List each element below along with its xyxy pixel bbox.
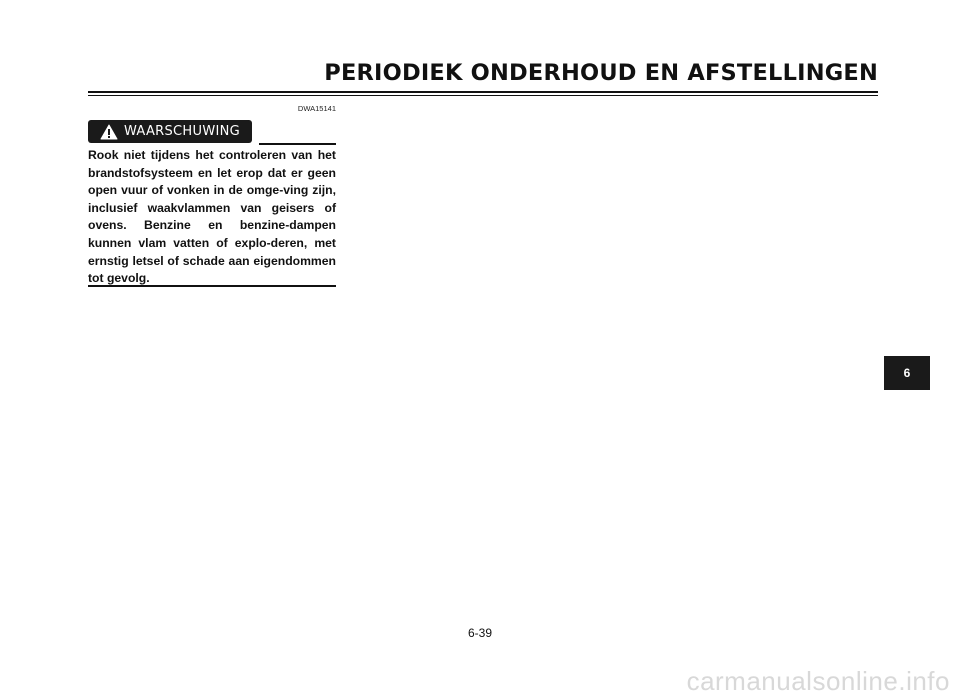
watermark: carmanualsonline.info bbox=[686, 666, 950, 696]
chapter-tab-label: 6 bbox=[903, 366, 911, 380]
warning-label: WAARSCHUWING bbox=[123, 124, 241, 139]
warning-code: DWA15141 bbox=[297, 104, 336, 113]
warning-rule-bottom bbox=[88, 285, 336, 287]
warning-triangle-icon bbox=[100, 124, 118, 140]
warning-text: Rook niet tijdens het controleren van het brandstofsysteem en let erop dat er geen open vuur of vonken in de omge-ving zijn, inclusief waakvlammen van geisers of ovens. Benzine en benzine-dampen kunnen vlam vatten of explo-deren, met ernstig letsel of schade aan eigendommen tot gevolg. bbox=[88, 148, 336, 286]
header-rule-thick bbox=[88, 91, 878, 93]
page-number: 6-39 bbox=[467, 626, 493, 640]
page-title: PERIODIEK ONDERHOUD EN AFSTELLINGEN bbox=[324, 60, 878, 86]
chapter-tab[interactable] bbox=[884, 356, 930, 390]
warning-badge bbox=[88, 120, 252, 143]
header-rule-thin bbox=[88, 95, 878, 96]
warning-rule-top bbox=[259, 143, 336, 145]
